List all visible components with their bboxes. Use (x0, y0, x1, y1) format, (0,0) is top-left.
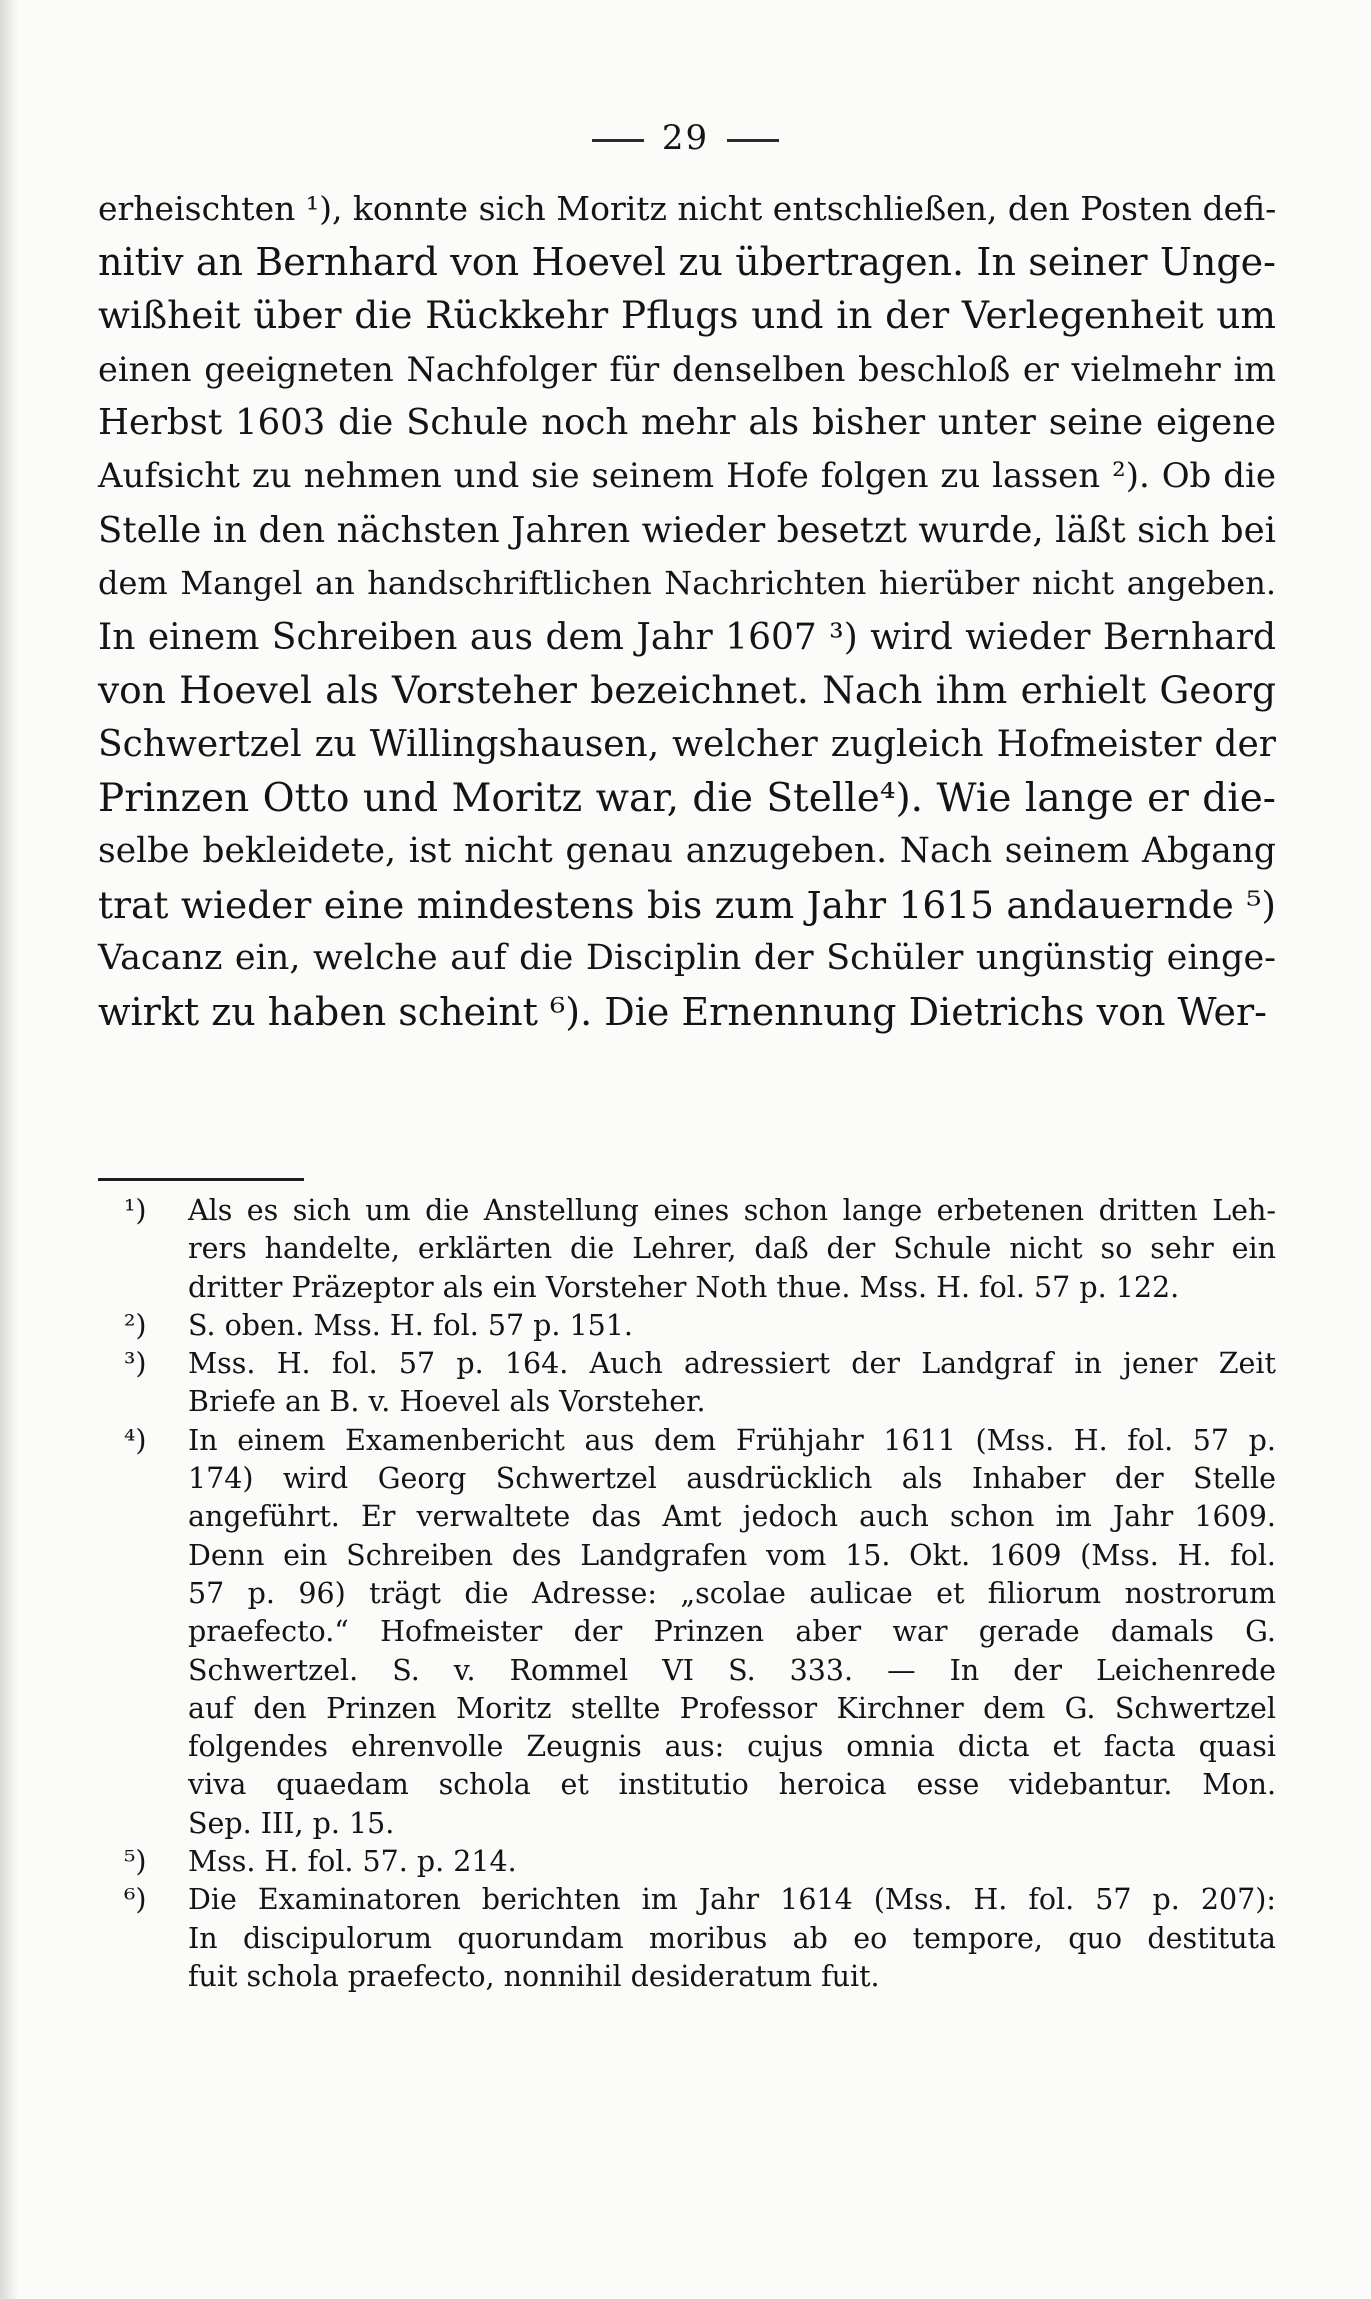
footnote-line: In discipulorum quorundam moribus ab eo tempore, quo destituta (188, 1921, 1276, 1955)
footnote-line: Sep. III, p. 15. (188, 1806, 395, 1840)
text-line: von Hoevel als Vorsteher bezeichnet. Nach ihm erhielt Georg (98, 668, 1276, 713)
footnote-line: In einem Examenbericht aus dem Frühjahr 1611 (Mss. H. fol. 57 p. (188, 1423, 1276, 1457)
page-header (0, 118, 1371, 158)
footnote-line: S. oben. Mss. H. fol. 57 p. 151. (188, 1308, 633, 1342)
footnote-line: angeführt. Er verwaltete das Amt jedoch auch schon im Jahr 1609. (188, 1500, 1276, 1534)
footnote-line: Schwertzel. S. v. Rommel VI S. 333. — In der Leichenrede (188, 1653, 1276, 1687)
footnotes (98, 1192, 1276, 1996)
footnote-mark: ⁴) (124, 1423, 147, 1457)
text-line: nitiv an Bernhard von Hoevel zu übertragen. In seiner Unge- (98, 239, 1276, 284)
footnote-mark: ⁵) (124, 1845, 147, 1879)
text-line: Prinzen Otto und Moritz war, die Stelle⁴). Wie lange er die- (98, 775, 1276, 821)
text-line: wirkt zu haben scheint ⁶). Die Ernennung Dietrichs von Wer- (98, 989, 1267, 1034)
footnote-line: viva quaedam schola et institutio heroica esse videbantur. Mon. (188, 1768, 1276, 1802)
header-dash-right (727, 139, 779, 142)
text-line: Herbst 1603 die Schule noch mehr als bisher unter seine eigene (98, 402, 1276, 444)
footnote-line: Als es sich um die Anstellung eines schon lange erbetenen dritten Leh- (188, 1194, 1276, 1227)
text-line: einen geeigneten Nachfolger für denselben beschloß er vielmehr im (98, 349, 1276, 389)
text-line: trat wieder eine mindestens bis zum Jahr 1615 andauernde ⁵) (98, 882, 1276, 927)
footnote-mark: ¹) (124, 1194, 147, 1227)
footnote-4 (98, 1422, 1276, 1843)
footnote-line: 174) wird Georg Schwertzel ausdrücklich als Inhaber der Stelle (188, 1462, 1276, 1496)
footnote-line: folgendes ehrenvolle Zeugnis aus: cujus omnia dicta et facta quasi (188, 1730, 1276, 1764)
footnote-line: auf den Prinzen Moritz stellte Professor Kirchner dem G. Schwertzel (188, 1691, 1276, 1725)
footnote-rule (98, 1178, 304, 1181)
text-line: erheischten ¹), konnte sich Moritz nicht entschließen, den Posten defi- (98, 189, 1277, 228)
text-line: dem Mangel an handschriftlichen Nachrichten hierüber nicht angeben. (98, 564, 1276, 603)
footnote-3 (98, 1345, 1276, 1422)
footnote-5 (98, 1843, 1276, 1881)
footnote-line: Die Examinatoren berichten im Jahr 1614 (Mss. H. fol. 57 p. 207): (188, 1883, 1276, 1917)
text-line: Stelle in den nächsten Jahren wieder besetzt wurde, läßt sich bei (98, 509, 1276, 551)
text-line: selbe bekleidete, ist nicht genau anzugeben. Nach seinem Abgang (98, 831, 1276, 872)
text-line: Vacanz ein, welche auf die Disciplin der Schüler ungünstig einge- (98, 938, 1276, 979)
text-line: wißheit über die Rückkehr Pflugs und in der Verlegenheit um (98, 293, 1276, 338)
text-line: Schwertzel zu Willingshausen, welcher zugleich Hofmeister der (98, 723, 1276, 765)
footnote-line: Mss. H. fol. 57. p. 214. (188, 1845, 517, 1879)
footnote-1 (98, 1192, 1276, 1307)
binding-edge (0, 0, 18, 2299)
text-line: In einem Schreiben aus dem Jahr 1607 ³) wird wieder Bernhard (98, 616, 1276, 658)
main-text (98, 182, 1276, 1040)
page-number: 29 (661, 118, 710, 158)
footnote-line: 57 p. 96) trägt die Adresse: „scolae aulicae et filiorum nostrorum (188, 1576, 1276, 1610)
footnote-2 (98, 1307, 1276, 1345)
footnote-mark: ³) (124, 1347, 147, 1381)
footnote-line: dritter Präzeptor als ein Vorsteher Noth thue. Mss. H. fol. 57 p. 122. (188, 1270, 1180, 1304)
footnote-line: fuit schola praefecto, nonnihil desideratum fuit. (188, 1959, 880, 1993)
footnote-line: Denn ein Schreiben des Landgrafen vom 15. Okt. 1609 (Mss. H. fol. (188, 1538, 1276, 1572)
footnote-line: rers handelte, erklärten die Lehrer, daß der Schule nicht so sehr ein (188, 1232, 1276, 1266)
footnote-line: Briefe an B. v. Hoevel als Vorsteher. (188, 1385, 706, 1419)
header-dash-left (592, 139, 644, 142)
text-line: Aufsicht zu nehmen und sie seinem Hofe folgen zu lassen ²). Ob die (98, 455, 1276, 496)
footnote-6 (98, 1881, 1276, 1996)
footnote-mark: ²) (124, 1308, 147, 1342)
footnote-line: praefecto.“ Hofmeister der Prinzen aber war gerade damals G. (188, 1615, 1276, 1649)
footnote-mark: ⁶) (124, 1883, 147, 1917)
footnote-line: Mss. H. fol. 57 p. 164. Auch adressiert der Landgraf in jener Zeit (188, 1347, 1276, 1381)
